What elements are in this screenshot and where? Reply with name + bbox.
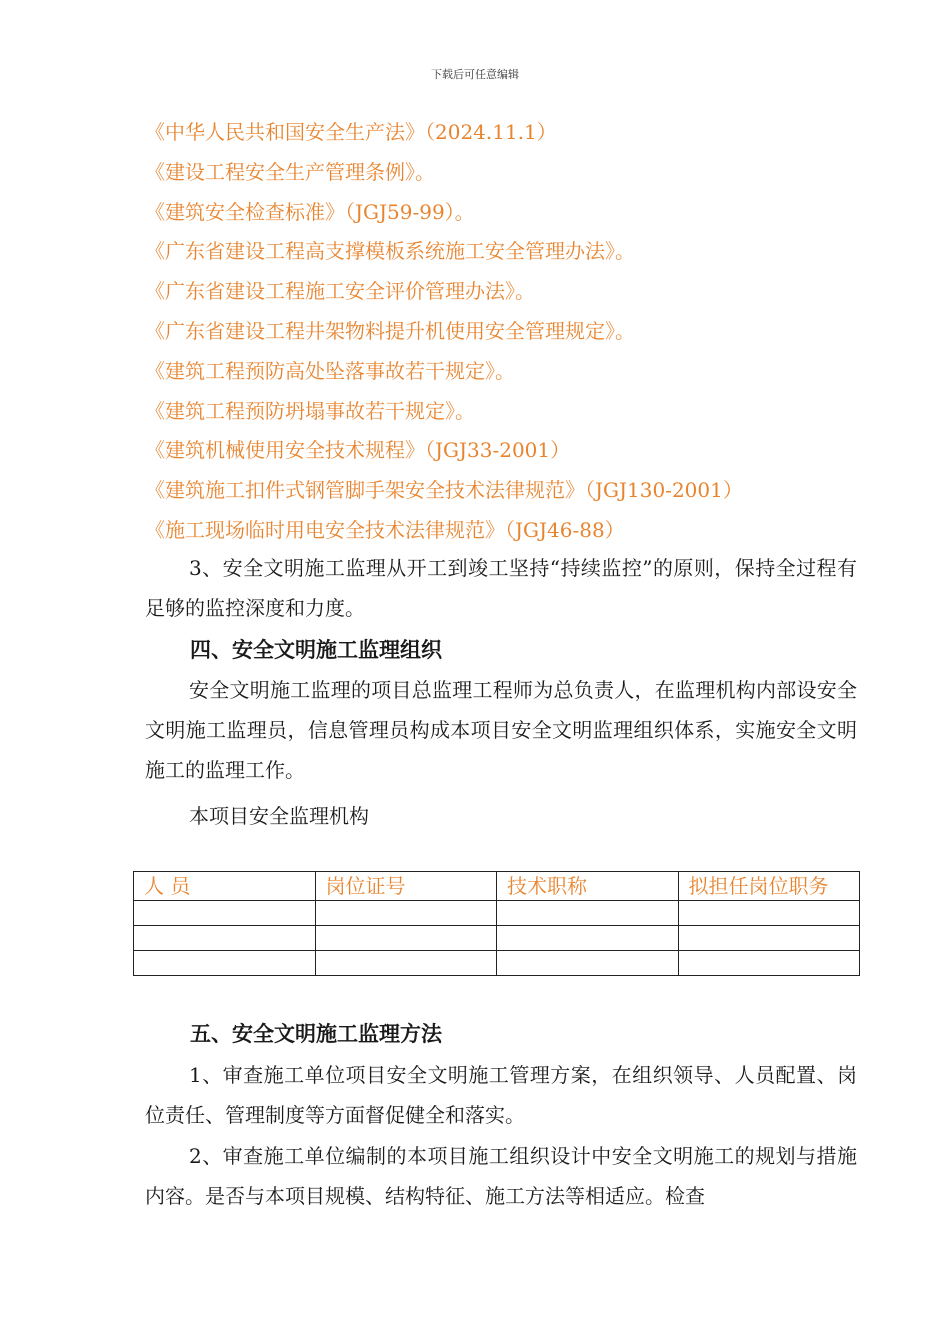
table-row — [134, 926, 860, 951]
reference-item: 《施工现场临时用电安全技术法律规范》（JGJ46-88） — [145, 517, 625, 542]
reference-item: 《广东省建设工程施工安全评价管理办法》。 — [145, 279, 535, 304]
reference-item: 《建筑工程预防高处坠落事故若干规定》。 — [145, 358, 515, 383]
table-cell — [497, 901, 679, 926]
table-cell — [678, 901, 860, 926]
paragraph-method-2: 2、审查施工单位编制的本项目施工组织设计中安全文明施工的规划与措施内容。是否与本项目规模、结构特征、施工方法等相适应。检查 — [145, 1144, 857, 1208]
staff-table — [133, 871, 860, 976]
table-cell — [497, 951, 679, 976]
reference-item: 《广东省建设工程井架物料提升机使用安全管理规定》。 — [145, 318, 635, 343]
table-header-cell: 人 员 — [134, 872, 316, 901]
table-cell — [315, 901, 497, 926]
paragraph-method-1: 1、审查施工单位项目安全文明施工管理方案，在组织领导、人员配置、岗位责任、管理制度等方面督促健全和落实。 — [145, 1063, 857, 1127]
table-cell — [134, 951, 316, 976]
table-row — [134, 901, 860, 926]
table-cell — [134, 926, 316, 951]
paragraph-organization: 安全文明施工监理的项目总监理工程师为总负责人，在监理机构内部设安全文明施工监理员，信息管理员构成本项目安全文明监理组织体系，实施安全文明施工的监理工作。 — [145, 678, 857, 782]
table-cell — [315, 951, 497, 976]
reference-item: 《建筑施工扣件式钢管脚手架安全技术法律规范》（JGJ130-2001） — [145, 478, 743, 503]
reference-item: 《中华人民共和国安全生产法》（2024.11.1） — [145, 120, 557, 144]
section-5-heading: 五、安全文明施工监理方法 — [190, 1021, 442, 1046]
reference-item: 《建筑工程预防坍塌事故若干规定》。 — [145, 398, 475, 423]
reference-list — [145, 113, 743, 551]
table-cell — [134, 901, 316, 926]
table-header-cell: 技术职称 — [497, 872, 679, 901]
table-header-cell: 拟担任岗位职务 — [678, 872, 860, 901]
table-cell — [497, 926, 679, 951]
table-cell — [678, 926, 860, 951]
reference-item: 《建设工程安全生产管理条例》。 — [145, 159, 435, 184]
table-header-cell: 岗位证号 — [315, 872, 497, 901]
paragraph-principle: 3、安全文明施工监理从开工到竣工坚持“持续监控”的原则，保持全过程有足够的监控深度和力度。 — [145, 556, 857, 620]
table-header-row — [134, 872, 860, 901]
reference-item: 《建筑机械使用安全技术规程》（JGJ33-2001） — [145, 438, 571, 463]
table-cell — [315, 926, 497, 951]
table-cell — [678, 951, 860, 976]
table-row — [134, 951, 860, 976]
org-table-label: 本项目安全监理机构 — [189, 804, 369, 828]
reference-item: 《建筑安全检查标准》（JGJ59-99）。 — [145, 199, 475, 224]
section-4-heading: 四、安全文明施工监理组织 — [190, 637, 442, 662]
page-header-note: 下载后可任意编辑 — [431, 68, 519, 81]
reference-item: 《广东省建设工程高支撑模板系统施工安全管理办法》。 — [145, 239, 635, 264]
